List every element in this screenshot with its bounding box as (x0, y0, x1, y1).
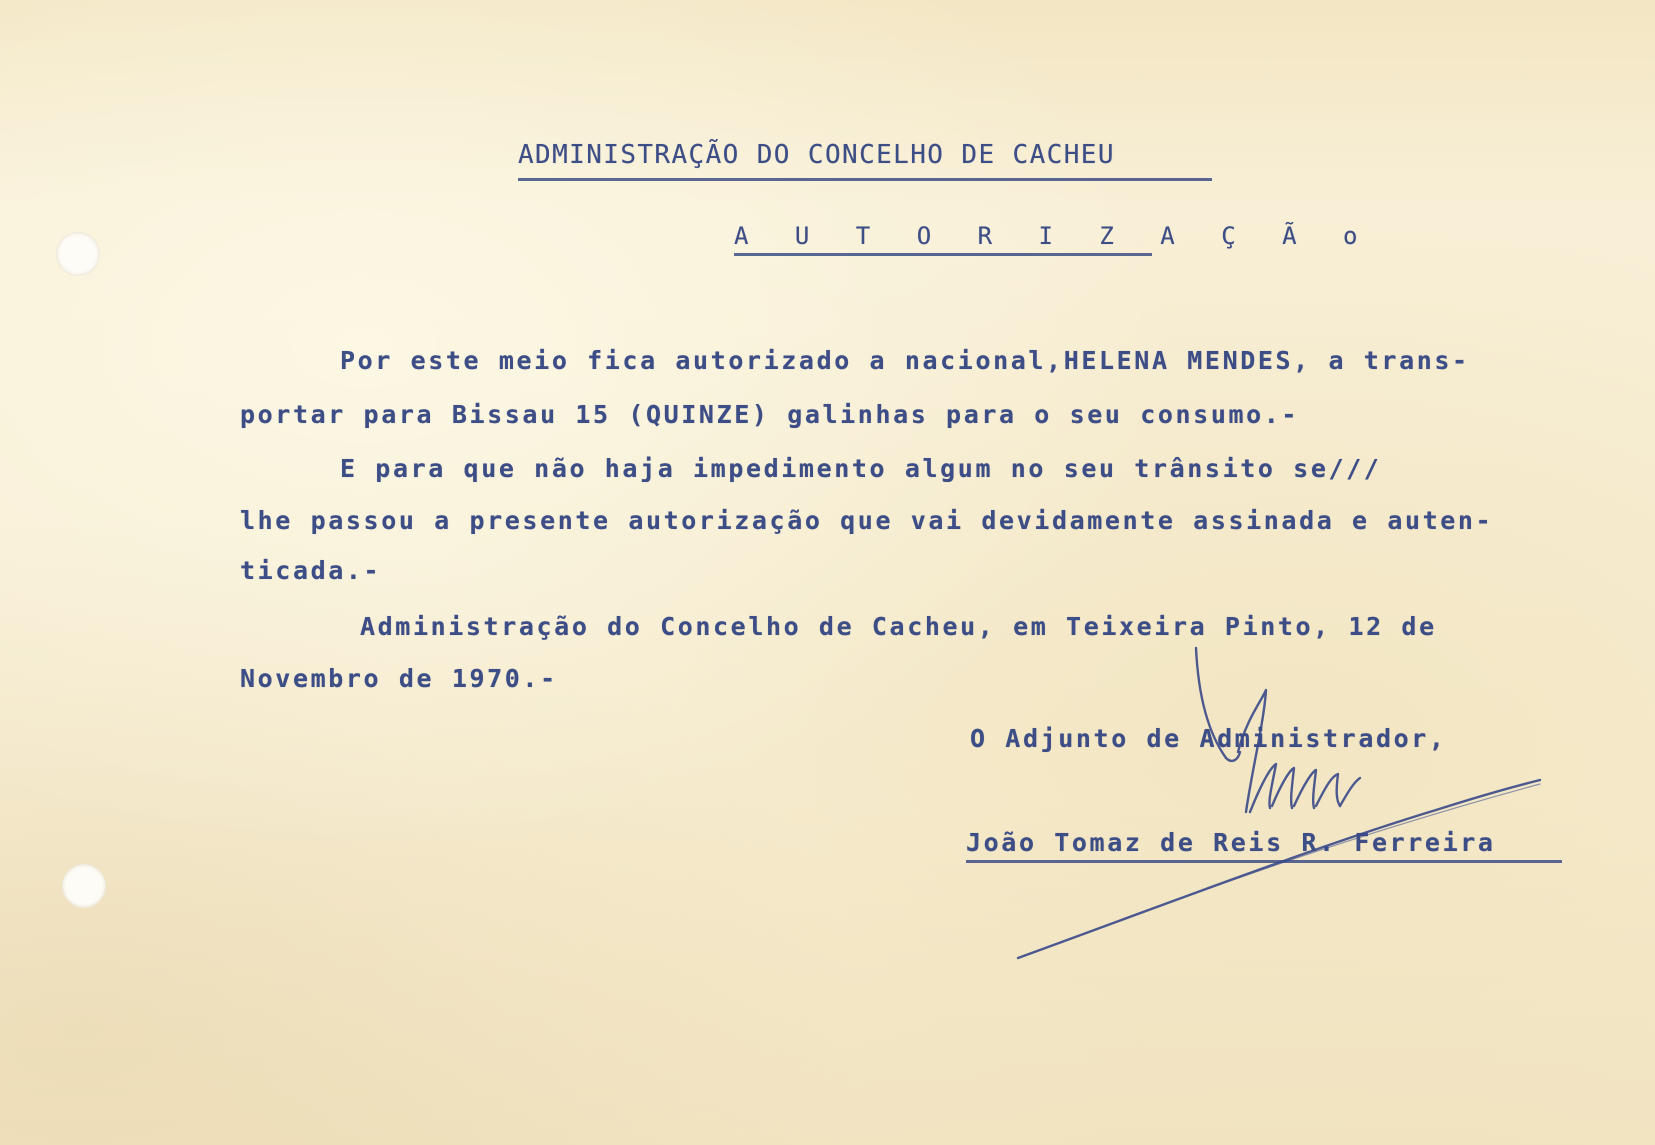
document-heading: ADMINISTRAÇÃO DO CONCELHO DE CACHEU (518, 140, 1115, 170)
punch-hole-top (56, 232, 100, 276)
document-title: A U T O R I Z A Ç Ã o (734, 222, 1374, 250)
body-line-3: E para que não haja impedimento algum no seu trânsito se/// (340, 454, 1382, 483)
title-underline (734, 253, 1152, 256)
punch-hole-bottom (62, 864, 106, 908)
body-line-1: Por este meio fica autorizado a nacional,HELENA MENDES, a trans- (340, 346, 1470, 375)
body-line-6: Administração do Concelho de Cacheu, em Teixeira Pinto, 12 de (360, 612, 1437, 641)
body-line-4: lhe passou a presente autorização que vai devidamente assinada e auten- (240, 506, 1494, 535)
signer-underline (966, 860, 1562, 863)
body-line-7: Novembro de 1970.- (240, 664, 558, 693)
closing-title: O Adjunto de Administrador, (970, 724, 1447, 753)
body-line-5: ticada.- (240, 556, 382, 585)
signer-name: João Tomaz de Reis R. Ferreira (966, 828, 1496, 857)
body-line-2: portar para Bissau 15 (QUINZE) galinhas para o seu consumo.- (240, 400, 1300, 429)
heading-underline (518, 178, 1212, 181)
